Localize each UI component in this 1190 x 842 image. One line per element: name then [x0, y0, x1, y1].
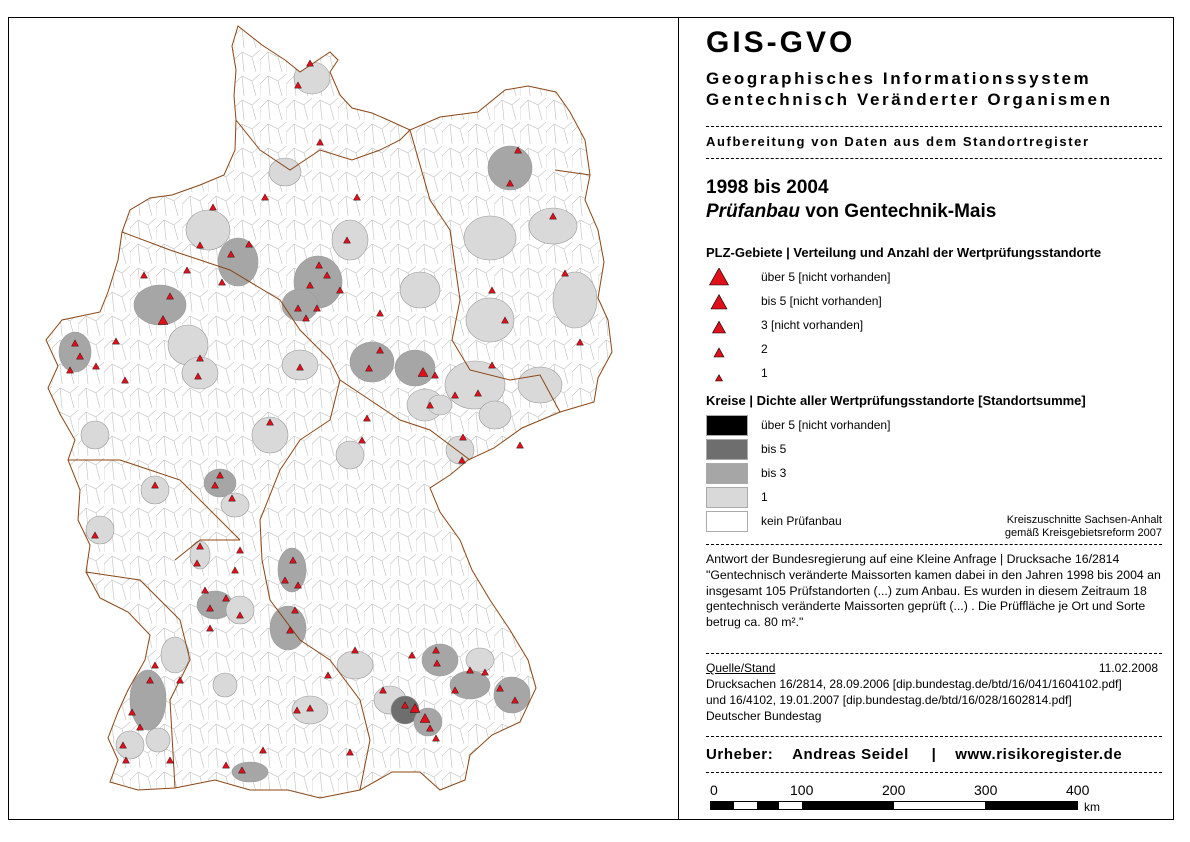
plz-legend-label: über 5 [nicht vorhanden]: [761, 270, 891, 284]
dashed-rule: [706, 653, 1162, 654]
kreise-legend-label: bis 5: [761, 442, 787, 456]
shaded-district: [186, 210, 230, 250]
dashed-rule: [706, 544, 1162, 545]
kreise-legend-label: 1: [761, 490, 768, 504]
scale-tick-label: 0: [710, 782, 718, 798]
scale-tick-label: 100: [790, 782, 814, 798]
test-site-marker: [517, 442, 524, 448]
kreise-legend-title: Kreise | Dichte aller Wertprüfungsstandorte [Standortsumme]: [706, 393, 1086, 408]
dashed-rule: [706, 772, 1162, 773]
shaded-district: [282, 289, 318, 321]
answer-lead: Antwort der Bundesregierung auf eine Kleine Anfrage | Drucksache 16/2814: [706, 552, 1120, 566]
plz-legend-label: 3 [nicht vorhanden]: [761, 318, 864, 332]
triangle-marker-icon: [708, 316, 730, 336]
kreis-note-line-1: Kreiszuschnitte Sachsen-Anhalt: [1006, 514, 1162, 526]
scale-tick-label: 200: [882, 782, 906, 798]
shaded-district: [232, 762, 268, 782]
plz-legend-label: bis 5 [nicht vorhanden]: [761, 294, 882, 308]
source-date: 11.02.2008: [1098, 661, 1158, 675]
density-swatch: [706, 487, 748, 508]
test-site-marker: [307, 60, 314, 66]
source-line-2: und 16/4102, 19.01.2007 [dip.bundestag.de/btd/16/028/1602814.pdf]: [706, 693, 1072, 707]
shaded-district: [161, 637, 189, 673]
shaded-district: [553, 272, 597, 328]
source-label: Quelle/Stand: [706, 661, 776, 675]
shaded-district: [218, 238, 258, 286]
shaded-district: [213, 673, 237, 697]
legend-panel: [706, 18, 1162, 818]
source-register-line: Aufbereitung von Daten aus dem Standortregister: [706, 134, 1090, 149]
author-name: Andreas Seidel: [792, 746, 909, 763]
scale-tick-label: 400: [1066, 782, 1090, 798]
shaded-district: [221, 493, 249, 517]
author-label: Urheber:: [706, 746, 774, 763]
author-separator: |: [931, 746, 937, 763]
triangle-marker-icon: [708, 340, 730, 360]
shaded-district: [278, 548, 306, 592]
germany-landmass: [9, 18, 677, 818]
kreise-legend-label: über 5 [nicht vorhanden]: [761, 418, 891, 432]
shaded-district: [146, 728, 170, 752]
crop-heading-italic: Prüfanbau: [706, 201, 800, 222]
plz-legend-title: PLZ-Gebiete | Verteilung und Anzahl der Wertprüfungsstandorte: [706, 245, 1102, 260]
author-line: [706, 746, 1122, 763]
shaded-district: [116, 731, 144, 759]
shaded-district: [182, 357, 218, 389]
triangle-marker-icon: [708, 292, 730, 312]
shaded-district: [479, 401, 511, 429]
shaded-district: [226, 596, 254, 624]
answer-quote: "Gentechnisch veränderte Maissorten kamen dabei in den Jahren 1998 bis 2004 an insgesamt 105 Prüfstandorten (...) zum Anbau. Es wurden in diesem Zeitraum 18 gentechnisch veränderte Maissorten geprüft (...) . Die Prüffläche je Ort und Sorte betrug ca. 80 m².": [706, 568, 1161, 629]
panel-divider: [678, 17, 679, 820]
shaded-district: [518, 367, 562, 403]
kreise-legend-label: kein Prüfanbau: [761, 514, 842, 528]
density-swatch: [706, 415, 748, 436]
source-line-3: Deutscher Bundestag: [706, 709, 822, 723]
dashed-rule: [706, 158, 1162, 159]
subtitle-line-2: Gentechnisch Veränderter Organismen: [706, 90, 1113, 109]
scale-unit: km: [1084, 800, 1100, 814]
dashed-rule: [706, 126, 1162, 127]
shaded-district: [269, 158, 301, 186]
shaded-district: [337, 651, 373, 679]
author-website[interactable]: www.risikoregister.de: [955, 746, 1123, 763]
kreis-note-line-2: gemäß Kreisgebietsreform 2007: [1004, 527, 1162, 539]
shaded-district: [400, 272, 440, 308]
shaded-district: [395, 350, 435, 386]
dashed-rule: [706, 736, 1162, 737]
shaded-district: [350, 342, 394, 382]
density-swatch: [706, 511, 748, 532]
triangle-marker-icon: [708, 364, 730, 384]
shaded-district: [336, 441, 364, 469]
density-swatch: [706, 439, 748, 460]
year-range-heading: 1998 bis 2004: [706, 177, 829, 198]
plz-legend-label: 2: [761, 342, 768, 356]
shaded-district: [464, 216, 516, 260]
shaded-district: [294, 62, 330, 94]
shaded-district: [332, 220, 368, 260]
subtitle-line-1: Geographisches Informationssystem: [706, 69, 1092, 88]
shaded-district: [86, 516, 114, 544]
source-line-1: Drucksachen 16/2814, 28.09.2006 [dip.bundestag.de/btd/16/041/1604102.pdf]: [706, 677, 1122, 691]
density-swatch: [706, 463, 748, 484]
crop-heading-rest: von Gentechnik-Mais: [799, 201, 997, 222]
plz-legend-label: 1: [761, 366, 768, 380]
app-title: GIS-GVO: [706, 26, 856, 59]
shaded-district: [130, 670, 166, 730]
shaded-district: [134, 285, 186, 325]
shaded-district: [59, 332, 91, 372]
triangle-marker-icon: [708, 268, 730, 288]
shaded-district: [81, 421, 109, 449]
scale-tick-label: 300: [974, 782, 998, 798]
crop-heading: [706, 201, 996, 223]
shaded-district: [141, 476, 169, 504]
kreise-legend-label: bis 3: [761, 466, 787, 480]
shaded-district: [270, 606, 306, 650]
germany-map: [9, 18, 677, 818]
scale-bar: [710, 801, 1078, 810]
shaded-district: [422, 644, 458, 676]
shaded-district: [494, 677, 530, 713]
